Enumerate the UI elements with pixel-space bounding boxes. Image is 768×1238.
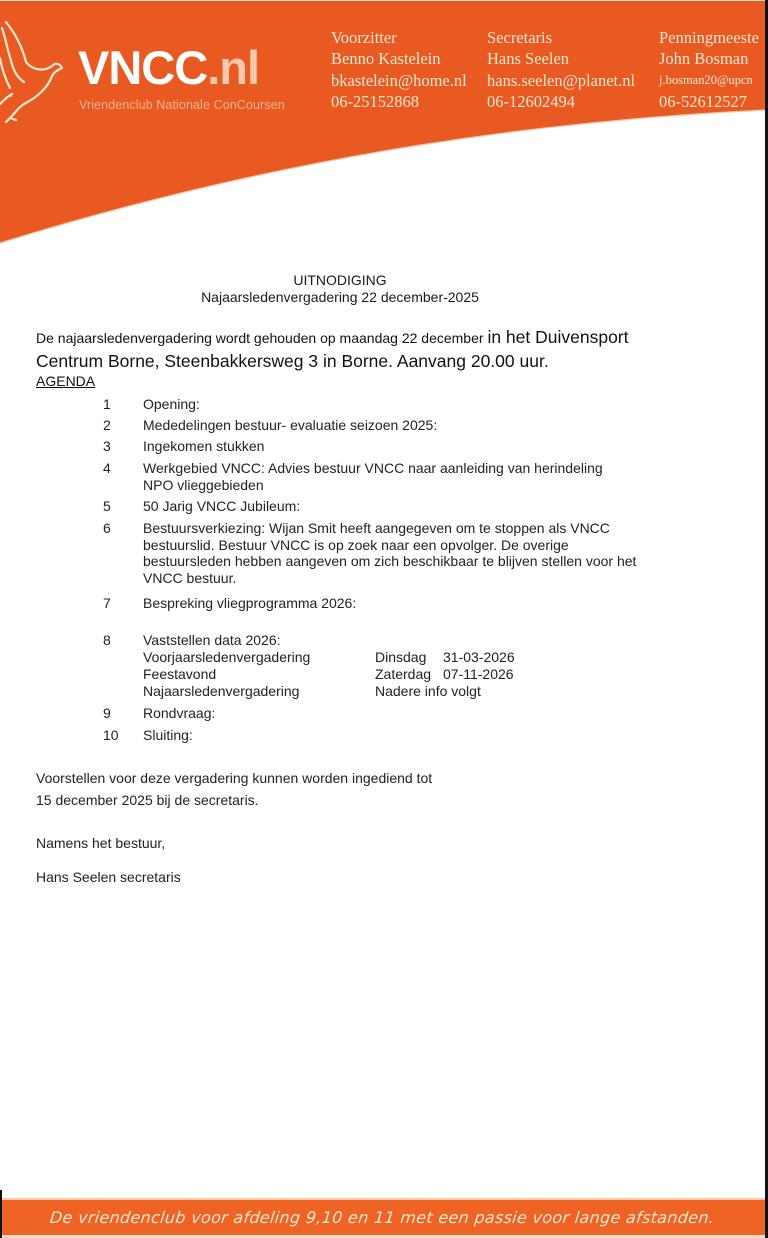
- contact-name: John Bosman: [659, 49, 749, 69]
- logo-wordmark: [78, 41, 260, 94]
- signature: Hans Seelen secretaris: [36, 869, 181, 885]
- date-event: Najaarsledenvergadering: [143, 683, 300, 699]
- intro-location: in het Duivensport Centrum Borne, Steenbakkersweg 3 in Borne. Aanvang 20.00 uur.: [36, 327, 629, 371]
- contact-phone: 06-25152868: [331, 91, 419, 111]
- date-event: Voorjaarsledenvergadering: [143, 649, 311, 665]
- intro-date: De najaarsledenvergadering wordt gehouden op maandag 22 december: [36, 330, 488, 346]
- agenda-number: 5: [103, 498, 111, 514]
- contact-role: Secretaris: [487, 28, 553, 47]
- date-day: Dinsdag: [375, 649, 427, 665]
- contact-role: Penningmeeste: [659, 28, 759, 47]
- agenda-number: 6: [103, 520, 111, 536]
- footer-banner: [0, 1198, 765, 1235]
- page-edge-left: [0, 1190, 2, 1238]
- contact-voorzitter: [331, 27, 467, 112]
- agenda-number: 8: [103, 632, 111, 648]
- proposals-note: [36, 767, 432, 811]
- contact-name: Benno Kastelein: [331, 49, 441, 69]
- agenda-text: 50 Jarig VNCC Jubileum:: [143, 498, 301, 514]
- agenda-number: 3: [103, 438, 111, 454]
- document-title: UITNODIGING: [293, 272, 387, 288]
- contact-role: Voorzitter: [331, 28, 397, 47]
- logo-tagline: Vriendenclub Nationale ConCoursen: [79, 98, 285, 112]
- date-event: Feestavond: [143, 666, 217, 682]
- date-value: 07-11-2026: [443, 666, 514, 682]
- logo-name: VNCC: [78, 41, 208, 94]
- agenda-text: Bestuursverkiezing: Wijan Smit heeft aangegeven om te stoppen als VNCC bestuurslid. Bestuur VNCC is op zoek naar een opvolger. De overige bestuursleden hebben aangeven om zich beschikbaar te blijven stellen voor het VNCC bestuur.: [143, 520, 637, 586]
- date-day: Nadere info volgt: [375, 683, 481, 699]
- contact-email[interactable]: bkastelein@home.nl: [331, 70, 467, 90]
- contact-name: Hans Seelen: [487, 49, 570, 69]
- agenda-text: Rondvraag:: [143, 705, 216, 721]
- agenda-text: Ingekomen stukken: [143, 438, 265, 454]
- date-day: Zaterdag: [375, 666, 432, 682]
- contact-email[interactable]: hans.seelen@planet.nl: [487, 70, 636, 90]
- contact-phone: 06-52612527: [659, 91, 747, 111]
- date-value: 31-03-2026: [443, 649, 515, 665]
- agenda-number: 7: [103, 595, 111, 611]
- contact-email[interactable]: j.bosman20@upcn: [659, 72, 753, 87]
- footer-slogan: De vriendenclub voor afdeling 9,10 en 11 met een passie voor lange afstanden.: [49, 1208, 716, 1227]
- contact-penningmeester: [659, 27, 759, 112]
- agenda-text: Bespreking vliegprogramma 2026:: [143, 595, 357, 611]
- intro-paragraph: [36, 326, 696, 374]
- document-title-block: [0, 272, 680, 306]
- contact-secretaris: [487, 27, 635, 112]
- agenda-text: Opening:: [143, 396, 200, 412]
- logo-tld: .nl: [207, 41, 260, 94]
- agenda-text: Vaststellen data 2026:: [143, 632, 281, 648]
- agenda-heading: AGENDA: [36, 373, 96, 389]
- proposals-line-1: Voorstellen voor deze vergadering kunnen worden ingediend tot: [36, 770, 433, 786]
- dove-icon: [0, 18, 66, 128]
- proposals-line-2: 15 december 2025 bij de secretaris.: [36, 792, 259, 808]
- document-subtitle: Najaarsledenvergadering 22 december-2025: [201, 289, 479, 305]
- agenda-text: Werkgebied VNCC: Advies bestuur VNCC naar aanleiding van herindeling NPO vlieggebieden: [143, 460, 603, 493]
- agenda-text: Mededelingen bestuur- evaluatie seizoen 2025:: [143, 417, 438, 433]
- agenda-number: 1: [103, 396, 111, 412]
- contact-phone: 06-12602494: [487, 91, 575, 111]
- agenda-number: 4: [103, 460, 111, 476]
- agenda-number: 2: [103, 417, 111, 433]
- greeting: Namens het bestuur,: [36, 835, 166, 851]
- agenda-number: 9: [103, 705, 111, 721]
- agenda-number: 10: [103, 727, 119, 743]
- agenda-text: Sluiting:: [143, 727, 193, 743]
